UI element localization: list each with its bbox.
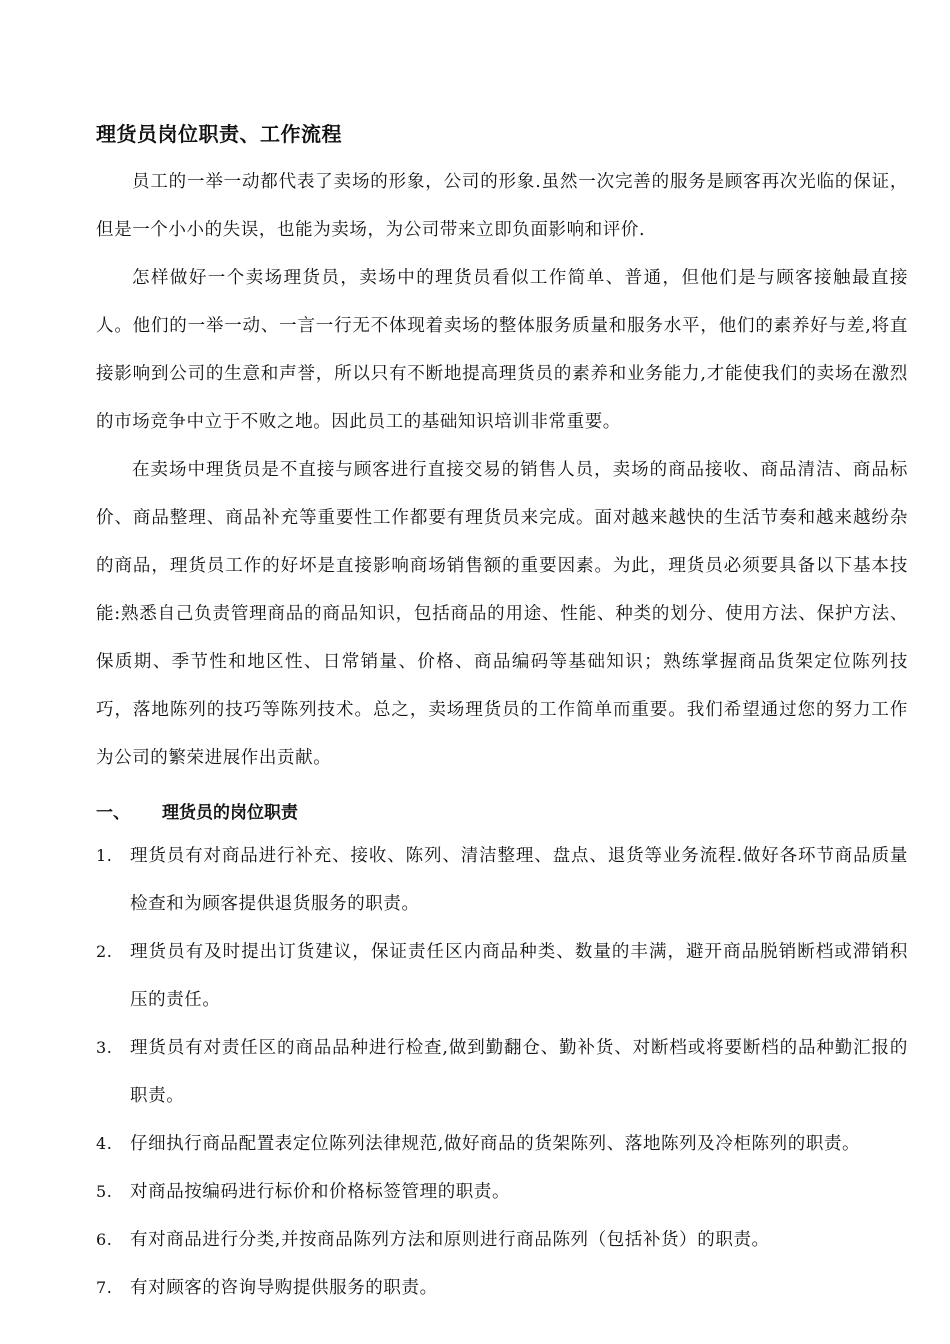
list-item-text: 理货员有及时提出订货建议，保证责任区内商品种类、数量的丰满，避开商品脱销断档或滞销积压的责任。 [130,942,908,1010]
list-item-number: 2. [96,942,113,961]
list-item [96,1024,908,1120]
list-item-number: 1. [96,846,113,865]
list-item-text: 理货员有对商品进行补充、接收、陈列、清洁整理、盘点、退货等业务流程.做好各环节商品质量检查和为顾客提供退货服务的职责。 [130,846,908,914]
body-paragraph-1: 员工的一举一动都代表了卖场的形象，公司的形象.虽然一次完善的服务是顾客再次光临的保证，但是一个小小的失误，也能为卖场，为公司带来立即负面影响和评价. [96,172,908,240]
list-item [96,1168,908,1216]
list-item-number: 7. [96,1278,113,1297]
list-item-number: 5. [96,1182,113,1201]
list-item-text: 对商品按编码进行标价和价格标签管理的职责。 [130,1182,511,1202]
list-item-number: 4. [96,1134,113,1153]
list-item [96,1120,908,1168]
list-item-number: 6. [96,1230,113,1249]
section-number: 一、 [96,803,130,823]
list-item [96,1264,908,1312]
list-item-number: 3. [96,1038,113,1057]
list-item [96,1216,908,1264]
body-paragraph-2: 怎样做好一个卖场理货员，卖场中的理货员看似工作简单、普通，但他们是与顾客接触最直接人。他们的一举一动、一言一行无不体现着卖场的整体服务质量和服务水平，他们的素养好与差,将直接影响到公司的生意和声誉，所以只有不断地提高理货员的素养和业务能力,才能使我们的卖场在激烈的市场竞争中立于不败之地。因此员工的基础知识培训非常重要。 [96,268,908,432]
list-item-text: 有对商品进行分类,并按商品陈列方法和原则进行商品陈列（包括补货）的职责。 [130,1230,770,1250]
list-item-text: 仔细执行商品配置表定位陈列法律规范,做好商品的货架陈列、落地陈列及冷柜陈列的职责。 [130,1134,861,1154]
body-paragraph-3: 在卖场中理货员是不直接与顾客进行直接交易的销售人员，卖场的商品接收、商品清洁、商品标价、商品整理、商品补充等重要性工作都要有理货员来完成。面对越来越快的生活节奏和越来越纷杂的商品，理货员工作的好坏是直接影响商场销售额的重要因素。为此，理货员必须要具备以下基本技能:熟悉自己负责管理商品的商品知识，包括商品的用途、性能、种类的划分、使用方法、保护方法、保质期、季节性和地区性、日常销量、价格、商品编码等基础知识；熟练掌握商品货架定位陈列技巧，落地陈列的技巧等陈列技术。总之，卖场理货员的工作简单而重要。我们希望通过您的努力工作为公司的繁荣进展作出贡献。 [96,460,908,768]
list-item-text: 理货员有对责任区的商品品种进行检查,做到勤翻仓、勤补货、对断档或将要断档的品种勤汇报的职责。 [130,1038,908,1106]
document-title: 理货员岗位职责、工作流程 [96,122,342,146]
list-item-text: 有对顾客的咨询导购提供服务的职责。 [130,1278,438,1298]
list-item [96,832,908,928]
list-item [96,928,908,1024]
section-heading-text: 理货员的岗位职责 [162,803,298,823]
duty-list [96,832,908,1312]
section-heading [96,798,298,823]
